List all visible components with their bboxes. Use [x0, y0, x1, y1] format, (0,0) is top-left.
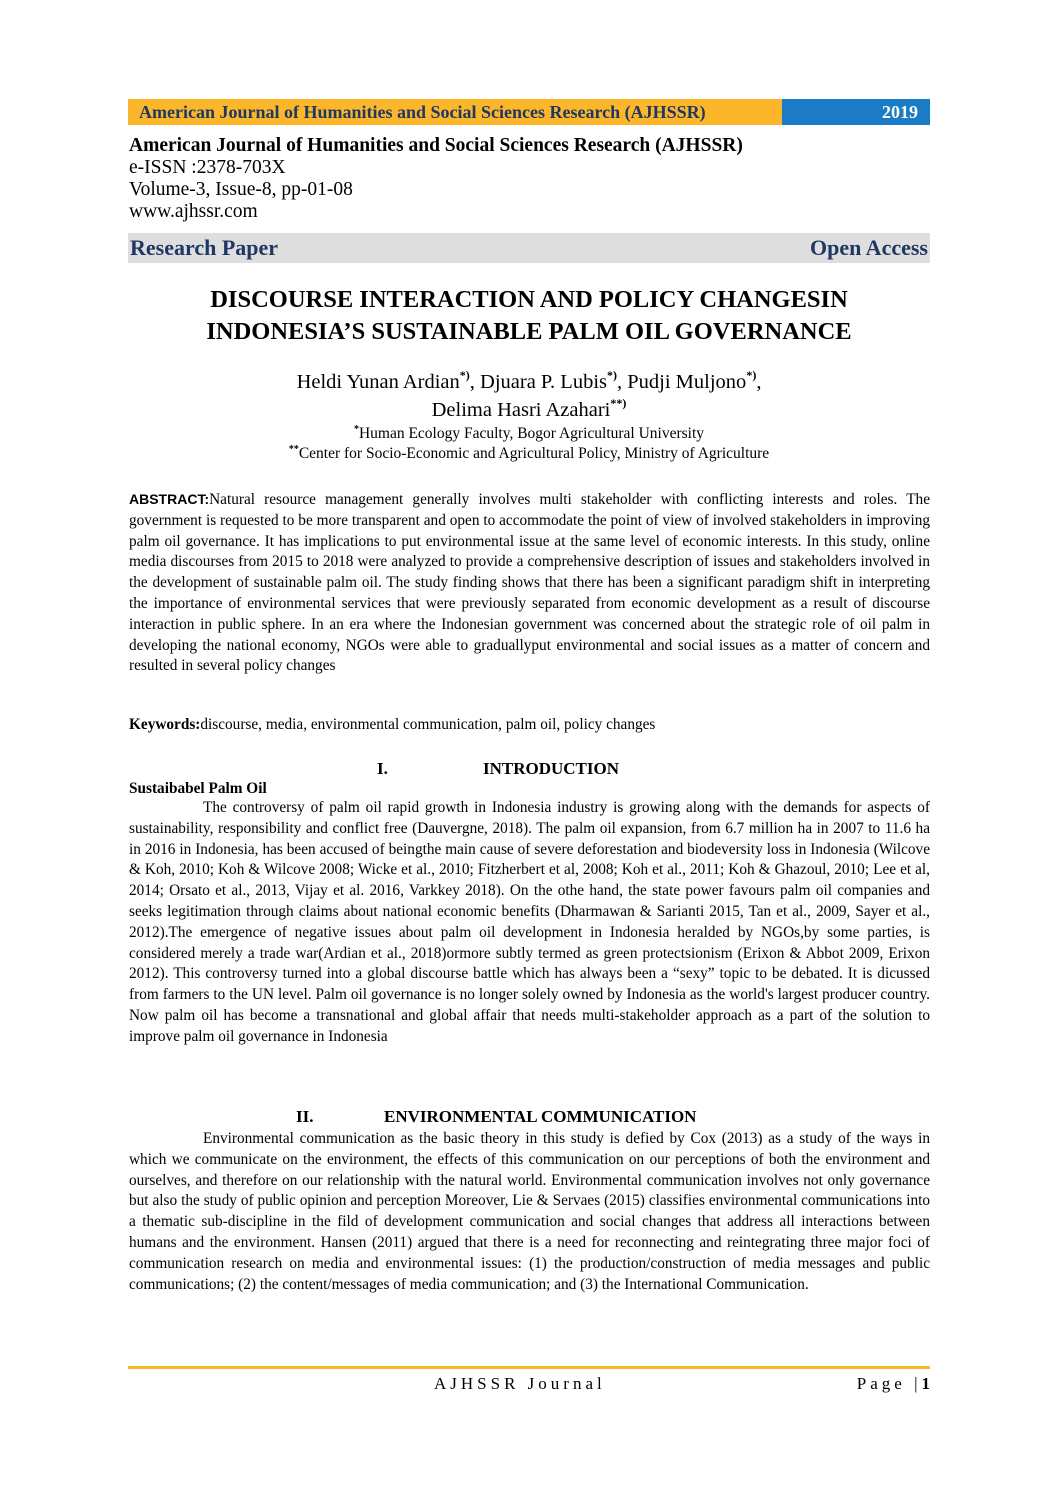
page-footer — [128, 1374, 930, 1398]
paper-title-line: INDONESIA’S SUSTAINABLE PALM OIL GOVERNANCE — [206, 318, 852, 345]
header-year: 2019 — [782, 99, 930, 125]
author-list — [128, 368, 930, 424]
author-affiliation-mark: *) — [459, 368, 470, 382]
journal-name: American Journal of Humanities and Social Sciences Research (AJHSSR) — [129, 135, 743, 156]
footer-rule — [128, 1366, 930, 1369]
abstract — [129, 489, 930, 677]
footer-page — [857, 1374, 930, 1394]
paper-title-line: DISCOURSE INTERACTION AND POLICY CHANGESIN — [210, 286, 848, 313]
affiliation-line — [128, 424, 930, 444]
affiliations — [128, 424, 930, 464]
author-name: , Pudji Muljono — [617, 371, 747, 393]
introduction-paragraph: The controversy of palm oil rapid growth in Indonesia industry is growing along with the demands for aspects of sustainability, responsibility and conflict free (Dauvergne, 2018). The palm oil expansion, from 6.7 million ha in 2007 to 11.6 ha in 2016 in Indonesia, has been accused of beingthe main cause of severe deforestation and biodeversity loss in Indonesia (Wilcove & Koh, 2010; Koh & Wilcove 2008; Wicke et al., 2010; Fitzherbert et al, 2008; Koh et al., 2011; Koh & Ghazoul, 2010; Lee et al, 2014; Orsato et al., 2013, Vijay et al. 2016, Varkkey 2018). On the othe hand, the state power favours palm oil companies and seeks legitimation through claims about national economic benefits (Dharmawan & Sarianti 2015, Tan et al., 2009, Sayer et al., 2012).The emergence of negative issues about palm oil development in Indonesia heralded by NGOs,by some parties, is considered merely a trade war(Ardian et al., 2018)ormore subtly termed as green protectsionism (Erixon & Abbot 2009, Erixon 2012). This controversy turned into a global discourse battle which has always been a “sexy” topic to be debated. It is dicussed from farmers to the UN level. Palm oil governance is no longer solely owned by Indonesia as the world's largest producer country. Now palm oil has become a transnational and global affair that needs multi-stakeholder approach as a part of the solution to improve palm oil governance in Indonesia — [129, 799, 930, 1045]
section-number: I. — [377, 759, 388, 778]
author-name: Delima Hasri Azahari — [431, 399, 611, 421]
journal-volume: Volume-3, Issue-8, pp-01-08 — [129, 179, 353, 200]
paper-title — [128, 284, 930, 348]
affiliation-text: Human Ecology Faculty, Bogor Agricultural University — [358, 425, 705, 442]
affiliation-mark: * — [353, 424, 359, 435]
section-title: ENVIRONMENTAL COMMUNICATION — [384, 1107, 697, 1126]
author-affiliation-mark: **) — [610, 396, 627, 410]
affiliation-mark: ** — [288, 444, 299, 455]
journal-info — [129, 134, 929, 223]
journal-website[interactable]: www.ajhssr.com — [129, 201, 258, 222]
keywords — [129, 715, 930, 735]
environmental-communication-paragraph: Environmental communication as the basic theory in this study is defied by Cox (2013) as a study of the ways in which we communicate on the environment, the effects of this communication on our perceptions of both the environment and ourselves, and therefore on our relationship with the natural world. Environmental communication involves not only governance but also the study of public opinion and perception Moreover, Lie & Servaes (2015) classifies environmental communications into a thematic sub-discipline in the fild of development communication and social changes that address all interactions between humans and the environment. Hansen (2011) argued that there is a need for reconnecting and reintegrating three major foci of communication research on media and environmental issues: (1) the production/construction of media messages and public communications; (2) the content/messages of media communication; and (3) the International Communication. — [129, 1130, 930, 1293]
affiliation-text: Center for Socio-Economic and Agricultural Policy, Ministry of Agriculture — [298, 445, 770, 462]
footer-page-label: Page | — [856, 1374, 922, 1393]
journal-issn: e-ISSN :2378-703X — [129, 157, 286, 178]
author-line — [128, 368, 930, 396]
author-name: , Djuara P. Lubis — [469, 371, 608, 393]
paper-type-bar — [128, 233, 930, 263]
open-access-label: Open Access — [810, 235, 928, 260]
author-name: Heldi Yunan Ardian — [296, 371, 460, 393]
abstract-text: Natural resource management generally involves multi stakeholder with conflicting interests and roles. The government is requested to be more transparent and open to accommodate the point of view of involved stakeholders in improving palm oil governance. It has implications to put environmental issue at the same level of economic interests. In this study, online media discourses from 2015 to 2018 were analyzed to provide a comprehensive description of issues and stakeholders involved in the development of sustainable palm oil. The study finding shows that there has been a significant paradigm shift in interpreting the importance of environmental services that were previously separated from economic development as a result of discourse interaction in public sphere. In an era where the Indonesian government was concerned about the strategic role of oil palm in developing the national economy, NGOs were able to graduallyput environmental and social issues as a matter of concern and resulted in several policy changes — [129, 491, 930, 675]
keywords-text: discourse, media, environmental communication, palm oil, policy changes — [200, 716, 656, 733]
journal-header-band — [128, 99, 930, 125]
author-line — [128, 396, 930, 424]
section-title: INTRODUCTION — [483, 759, 620, 778]
keywords-label: Keywords: — [129, 716, 201, 733]
author-separator: , — [756, 371, 762, 393]
subsection-heading: Sustaibabel Palm Oil — [129, 780, 267, 797]
footer-journal: AJHSSR Journal — [434, 1374, 606, 1393]
section-number: II. — [296, 1107, 314, 1126]
author-affiliation-mark: *) — [746, 368, 757, 382]
footer-page-number: 1 — [921, 1374, 930, 1393]
author-affiliation-mark: *) — [607, 368, 618, 382]
paper-type-label: Research Paper — [130, 235, 279, 260]
affiliation-line — [128, 444, 930, 464]
abstract-label: ABSTRACT: — [129, 491, 210, 507]
header-journal-name: American Journal of Humanities and Social Sciences Research (AJHSSR) — [128, 99, 782, 125]
